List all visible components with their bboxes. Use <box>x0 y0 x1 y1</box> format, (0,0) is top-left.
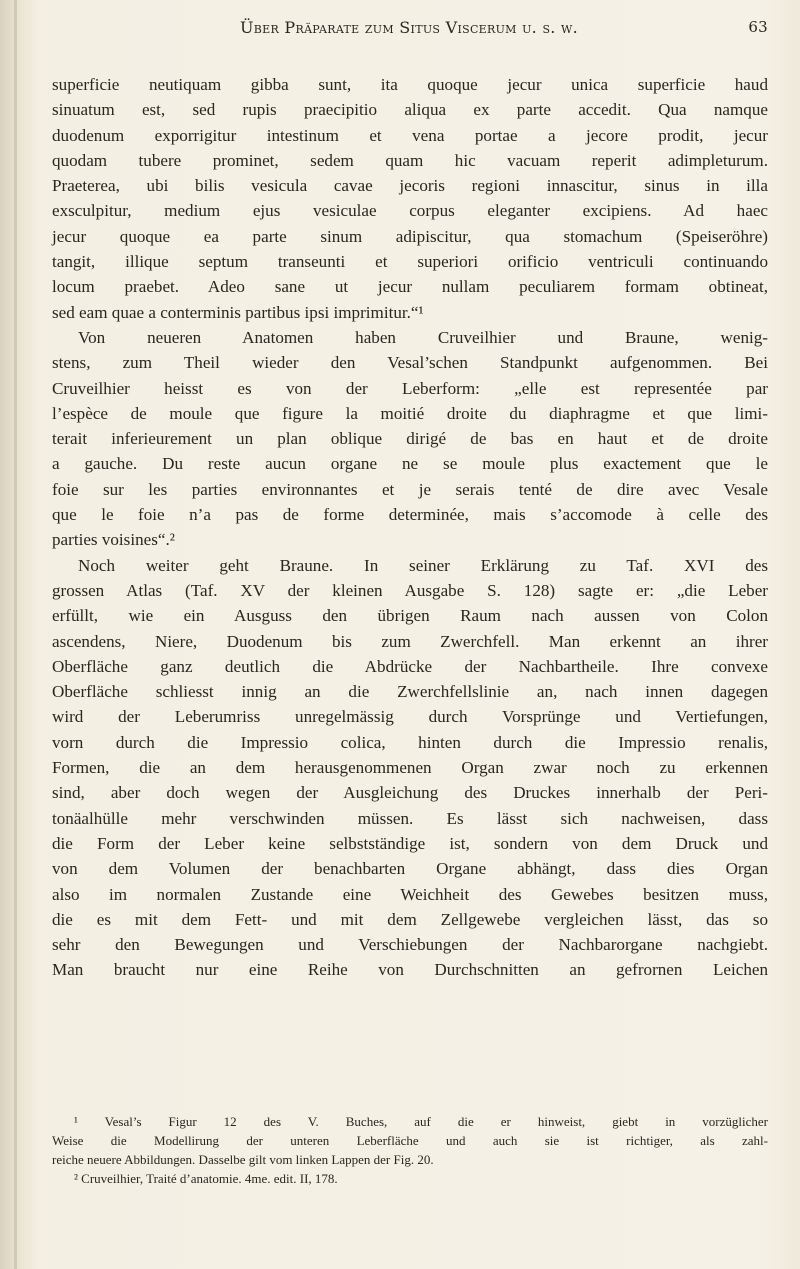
text-line: die Form der Leber keine selbstständige ist, sondern von dem Druck und <box>52 833 768 853</box>
text-line: exsculpitur, medium ejus vesiculae corpus eleganter excipiens. Ad haec <box>52 201 768 221</box>
paragraph-latin-quote <box>52 72 768 325</box>
text-line: quodam tubere prominet, sedem quam hic vacuam reperit adimpleturum. <box>52 150 768 170</box>
text-line: tangit, illique septum transeunti et superiori orificio ventriculi continuando <box>52 252 768 272</box>
footnote-line: ¹ Vesal’s Figur 12 des V. Buches, auf die er hinweist, giebt in vorzüglicher <box>74 1114 768 1129</box>
text-line: Formen, die an dem herausgenommenen Organ zwar noch zu erkennen <box>52 758 768 778</box>
text-line: parties voisines“.² <box>52 530 175 550</box>
text-line: tonäalhülle mehr verschwinden müssen. Es lässt sich nachweisen, dass <box>52 808 768 828</box>
footnote-line: Weise die Modellirung der unteren Leberfläche und auch sie ist richtiger, als zahl- <box>52 1133 768 1148</box>
text-line: Von neueren Anatomen haben Cruveilhier und Braune, wenig- <box>78 327 768 347</box>
text-line: wird der Leberumriss unregelmässig durch Vorsprünge und Vertiefungen, <box>52 707 768 727</box>
body-text <box>52 72 768 983</box>
text-line: sinuatum est, sed rupis praecipitio aliqua ex parte accedit. Qua namque <box>52 100 768 120</box>
text-line: foie sur les parties environnantes et je serais tenté de dire avec Vesale <box>52 479 768 499</box>
paragraph-cruveilhier <box>52 325 768 553</box>
page-number: 63 <box>748 18 768 36</box>
text-line: stens, zum Theil wieder den Vesal’schen Standpunkt aufgenommen. Bei <box>52 353 768 373</box>
text-line: superficie neutiquam gibba sunt, ita quoque jecur unica superficie haud <box>52 75 768 94</box>
text-line: terait inferieurement un plan oblique dirigé de bas en haut et de droite <box>52 429 768 449</box>
footnotes <box>52 1112 768 1188</box>
text-line: erfüllt, wie ein Ausguss den übrigen Raum nach aussen von Colon <box>52 606 768 626</box>
footnote-2 <box>52 1169 768 1188</box>
page-binding-edge <box>14 0 17 1269</box>
footnote-1 <box>52 1112 768 1169</box>
text-line: l’espèce de moule que figure la moitié droite du diaphragme et que limi- <box>52 403 768 423</box>
paragraph-braune <box>52 553 768 983</box>
running-title: Über Präparate zum Situs Viscerum u. s. w. <box>239 18 579 37</box>
text-line: a gauche. Du reste aucun organe ne se moule plus exactement que le <box>52 454 768 474</box>
text-line: Noch weiter geht Braune. In seiner Erklärung zu Taf. XVI des <box>78 555 768 575</box>
text-line: sed eam quae a conterminis partibus ipsi imprimitur.“¹ <box>52 302 424 322</box>
text-line: also im normalen Zustande eine Weichheit des Gewebes besitzen muss, <box>52 884 768 904</box>
footnote-line: reiche neuere Abbildungen. Dasselbe gilt vom linken Lappen der Fig. 20. <box>52 1152 434 1167</box>
text-line: Cruveilhier heisst es von der Leberform: „elle est representée par <box>52 378 768 398</box>
text-line: Man braucht nur eine Reihe von Durchschnitten an gefrornen Leichen <box>52 960 768 980</box>
footnote-line: ² Cruveilhier, Traité d’anatomie. 4me. edit. II, 178. <box>74 1171 338 1186</box>
running-header <box>50 18 768 40</box>
text-line: Praeterea, ubi bilis vesicula cavae jecoris regioni innascitur, sinus in illa <box>52 176 768 196</box>
text-line: locum praebet. Adeo sane ut jecur nullam peculiarem formam obtineat, <box>52 277 768 297</box>
text-line: sehr den Bewegungen und Verschiebungen der Nachbarorgane nachgiebt. <box>52 935 768 955</box>
text-line: que le foie n’a pas de forme determinée, mais s’accomode à celle des <box>52 505 768 525</box>
text-line: ascendens, Niere, Duodenum bis zum Zwerchfell. Man erkennt an ihrer <box>52 631 768 651</box>
text-line: Oberfläche schliesst innig an die Zwerchfellslinie an, nach innen dagegen <box>52 682 768 702</box>
text-line: duodenum exporrigitur intestinum et vena portae a jecore prodit, jecur <box>52 125 768 145</box>
text-line: die es mit dem Fett- und mit dem Zellgewebe vergleichen lässt, das so <box>52 909 768 929</box>
text-line: vorn durch die Impressio colica, hinten durch die Impressio renalis, <box>52 732 768 752</box>
text-line: sind, aber doch wegen der Ausgleichung des Druckes innerhalb der Peri- <box>52 783 768 803</box>
text-line: von dem Volumen der benachbarten Organe abhängt, dass dies Organ <box>52 859 768 879</box>
text-line: grossen Atlas (Taf. XV der kleinen Ausgabe S. 128) sagte er: „die Leber <box>52 580 768 600</box>
text-line: Oberfläche ganz deutlich die Abdrücke der Nachbartheile. Ihre convexe <box>52 656 768 676</box>
text-line: jecur quoque ea parte sinum adipiscitur, qua stomachum (Speiseröhre) <box>52 226 768 246</box>
